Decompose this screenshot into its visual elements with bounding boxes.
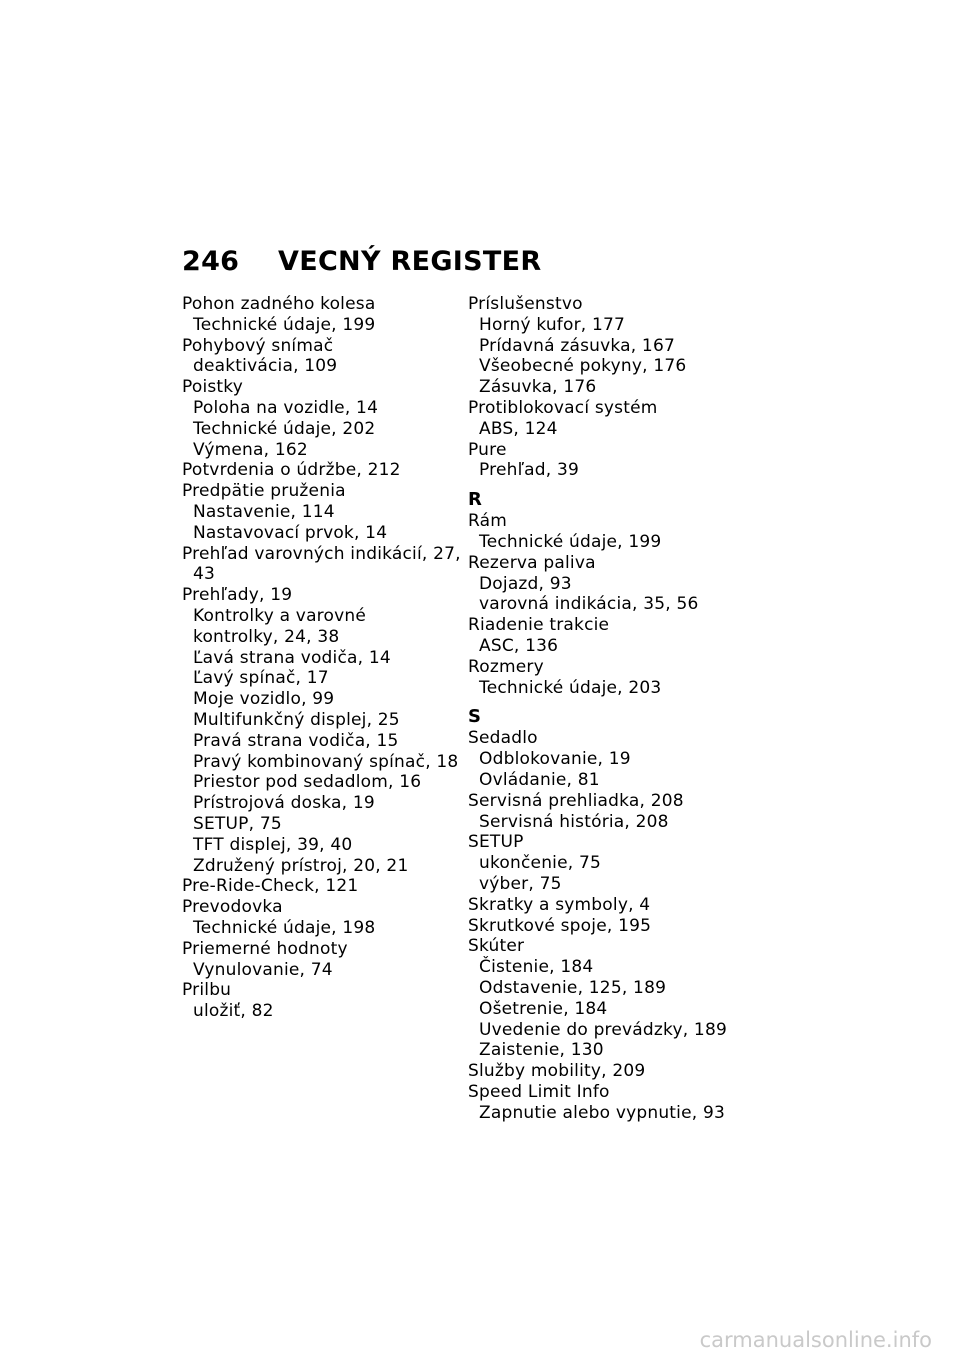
index-subentry: Zásuvka, 176: [479, 377, 597, 398]
index-entry: Prehľady, 19: [182, 585, 293, 606]
index-subentry: ABS, 124: [479, 418, 558, 439]
index-subentry: Priestor pod sedadlom, 16: [193, 772, 422, 793]
index-subentry: kontrolky, 24, 38: [193, 626, 340, 647]
index-subentry: Združený prístroj, 20, 21: [193, 855, 409, 876]
index-entry: Sedadlo: [468, 728, 538, 749]
index-entry: Skratky a symboly, 4: [468, 894, 651, 915]
page-header: [182, 244, 541, 280]
index-subentry: Technické údaje, 198: [193, 917, 376, 938]
index-subentry: deaktivácia, 109: [193, 356, 338, 377]
index-subentry: Technické údaje, 202: [193, 418, 376, 439]
index-subentry: Prídavná zásuvka, 167: [479, 335, 675, 356]
index-subentry: Pravý kombinovaný spínač, 18: [193, 751, 459, 772]
index-subentry: ukončenie, 75: [479, 853, 601, 874]
index-subentry: Vynulovanie, 74: [193, 959, 333, 980]
index-subentry: varovná indikácia, 35, 56: [479, 594, 699, 615]
index-subentry: SETUP, 75: [193, 813, 282, 834]
index-entry: Rezerva paliva: [468, 552, 596, 573]
index-subentry: TFT displej, 39, 40: [193, 834, 353, 855]
index-entry: Priemerné hodnoty: [182, 938, 348, 959]
index-subentry: uložiť, 82: [193, 1001, 274, 1022]
index-subentry: Technické údaje, 199: [479, 531, 662, 552]
index-entry: Predpätie pruženia: [182, 481, 346, 502]
index-entry: Skrutkové spoje, 195: [468, 915, 652, 936]
page-title: VECNÝ REGISTER: [278, 246, 542, 277]
index-entry: Prilbu: [182, 980, 232, 1001]
index-entry: Riadenie trakcie: [468, 615, 610, 636]
index-subentry: Uvedenie do prevádzky, 189: [479, 1019, 727, 1040]
index-subentry: Poloha na vozidle, 14: [193, 397, 379, 418]
index-subentry: Ľavý spínač, 17: [193, 668, 329, 689]
index-subentry: výber, 75: [479, 873, 562, 894]
index-subentry: Odblokovanie, 19: [479, 749, 631, 770]
index-entry: Pre-Ride-Check, 121: [182, 876, 359, 897]
index-subentry: ASC, 136: [479, 635, 559, 656]
index-subentry: Prehľad, 39: [479, 460, 580, 481]
index-subentry: Zapnutie alebo vypnutie, 93: [479, 1102, 725, 1123]
index-subentry: 43: [193, 564, 216, 585]
index-entry: Prehľad varovných indikácií, 27,: [182, 543, 461, 564]
index-entry: Protiblokovací systém: [468, 397, 658, 418]
index-subentry: Technické údaje, 203: [479, 677, 662, 698]
index-entry: Poistky: [182, 377, 243, 398]
index-entry: Rozmery: [468, 656, 544, 677]
index-entry: Servisná prehliadka, 208: [468, 790, 684, 811]
watermark: carmanualsonline.info: [699, 1328, 932, 1352]
index-subentry: Dojazd, 93: [479, 573, 572, 594]
index-entry: Služby mobility, 209: [468, 1061, 646, 1082]
index-letter-heading: S: [468, 706, 481, 728]
index-entry: Skúter: [468, 936, 525, 957]
index-subentry: Kontrolky a varovné: [193, 605, 366, 626]
index-entry: Pure: [468, 439, 507, 460]
index-entry: Pohybový snímač: [182, 335, 334, 356]
index-letter-heading: R: [468, 489, 482, 511]
index-entry: Potvrdenia o údržbe, 212: [182, 460, 401, 481]
index-entry: Pohon zadného kolesa: [182, 294, 376, 314]
index-subentry: Čistenie, 184: [479, 957, 594, 978]
index-subentry: Technické údaje, 199: [193, 314, 376, 335]
index-entry: Príslušenstvo: [468, 294, 583, 314]
index-subentry: Pravá strana vodiča, 15: [193, 730, 399, 751]
page-number: 246: [182, 246, 240, 277]
index-subentry: Ovládanie, 81: [479, 769, 600, 790]
index-subentry: Ľavá strana vodiča, 14: [193, 647, 391, 668]
index-column-right: [468, 294, 768, 1123]
index-subentry: Horný kufor, 177: [479, 314, 626, 335]
index-entry: SETUP: [468, 832, 524, 853]
index-subentry: Odstavenie, 125, 189: [479, 977, 667, 998]
index-subentry: Výmena, 162: [193, 439, 308, 460]
index-subentry: Multifunkčný displej, 25: [193, 709, 400, 730]
index-subentry: Servisná história, 208: [479, 811, 669, 832]
index-subentry: Nastavenie, 114: [193, 501, 335, 522]
index-entry: Rám: [468, 511, 508, 532]
index-subentry: Prístrojová doska, 19: [193, 793, 375, 814]
index-column-left: [182, 294, 482, 1022]
index-subentry: Všeobecné pokyny, 176: [479, 356, 687, 377]
index-subentry: Ošetrenie, 184: [479, 998, 608, 1019]
index-subentry: Zaistenie, 130: [479, 1040, 604, 1061]
index-subentry: Moje vozidlo, 99: [193, 689, 335, 710]
index-entry: Prevodovka: [182, 897, 283, 918]
index-entry: Speed Limit Info: [468, 1081, 610, 1102]
index-subentry: Nastavovací prvok, 14: [193, 522, 388, 543]
